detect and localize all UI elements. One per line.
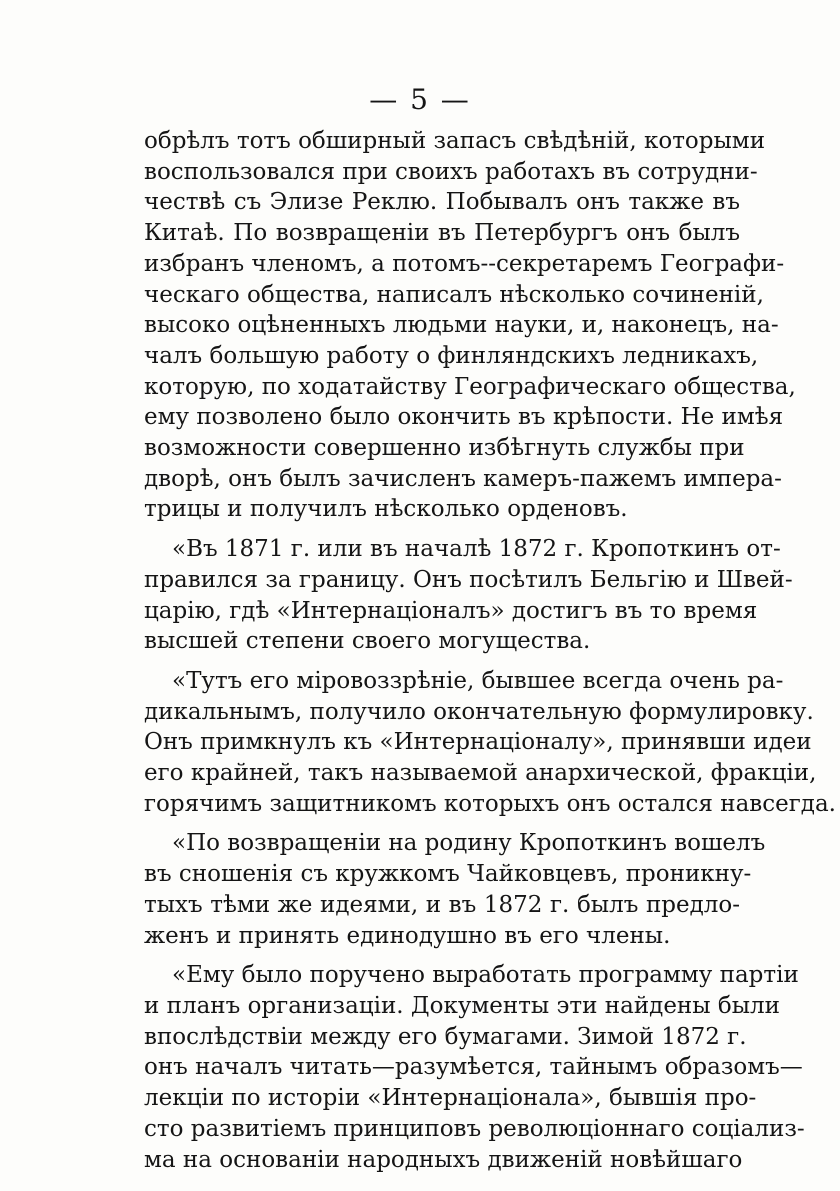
text-line: избранъ членомъ, а потомъ--секретаремъ Географи- <box>144 250 785 277</box>
text-line: горячимъ защитникомъ которыхъ онъ остался навсегда. <box>144 790 836 817</box>
text-line: «По возвращеніи на родину Кропоткинъ вошелъ <box>172 830 766 857</box>
paragraph <box>144 828 766 951</box>
paragraph <box>144 534 793 657</box>
text-line: онъ началъ читать—разумѣется, тайнымъ образомъ— <box>144 1054 803 1081</box>
body-text <box>144 126 836 1184</box>
text-line: обрѣлъ тотъ обширный запасъ свѣдѣній, которыми <box>144 128 766 154</box>
text-line: царію, гдѣ «Интернаціоналъ» достигъ въ то время <box>144 597 758 624</box>
text-line: воспользовался при своихъ работахъ въ сотрудни- <box>144 158 758 185</box>
text-line: Китаѣ. По возвращеніи въ Петербургъ онъ былъ <box>144 220 740 247</box>
text-line: возможности совершенно избѣгнуть службы при <box>144 435 745 462</box>
page-number: — 5 — <box>369 83 471 116</box>
text-line: ческаго общества, написалъ нѣсколько сочиненій, <box>144 281 764 308</box>
paragraph <box>144 126 796 525</box>
text-line: женъ и принять единодушно въ его члены. <box>144 922 671 949</box>
paragraph <box>144 960 805 1175</box>
text-line: въ сношенія съ кружкомъ Чайковцевъ, проникну- <box>144 861 752 888</box>
text-line: ма на основаніи народныхъ движеній новѣйшаго <box>144 1146 743 1173</box>
text-line: и планъ организаціи. Документы эти найдены были <box>144 992 780 1019</box>
text-line: «Въ 1871 г. или въ началѣ 1872 г. Кропоткинъ от- <box>172 536 781 563</box>
text-line: трицы и получилъ нѣсколько орденовъ. <box>144 496 628 523</box>
text-line: его крайней, такъ называемой анархической, фракціи, <box>144 760 817 787</box>
text-line: лекціи по исторіи «Интернаціонала», бывшія про- <box>144 1085 757 1112</box>
text-line: высоко оцѣненныхъ людьми науки, и, наконецъ, на- <box>144 312 779 339</box>
text-line: Онъ примкнулъ къ «Интернаціоналу», принявши идеи <box>144 729 812 756</box>
text-line: которую, по ходатайству Географическаго общества, <box>144 373 796 400</box>
text-line: «Ему было поручено выработать программу партіи <box>172 962 799 989</box>
text-line: дворѣ, онъ былъ зачисленъ камеръ-пажемъ импера- <box>144 465 782 492</box>
text-line: впослѣдствіи между его бумагами. Зимой 1872 г. <box>144 1023 747 1050</box>
text-line: сто развитіемъ принциповъ революціоннаго соціализ- <box>144 1115 805 1142</box>
paragraph <box>144 666 836 820</box>
text-line: ему позволено было окончить въ крѣпости. Не имѣя <box>144 404 784 431</box>
text-line: дикальнымъ, получило окончательную формулировку. <box>144 698 814 725</box>
text-line: высшей степени своего могущества. <box>144 628 591 655</box>
text-line: тыхъ тѣми же идеями, и въ 1872 г. былъ предло- <box>144 891 740 918</box>
text-line: «Тутъ его міровоззрѣніе, бывшее всегда очень ра- <box>172 667 784 694</box>
text-line: чалъ большую работу о финляндскихъ ледникахъ, <box>144 342 759 369</box>
text-line: чествѣ съ Элизе Реклю. Побывалъ онъ также въ <box>144 189 740 216</box>
text-line: правился за границу. Онъ посѣтилъ Бельгію и Швей- <box>144 566 793 593</box>
